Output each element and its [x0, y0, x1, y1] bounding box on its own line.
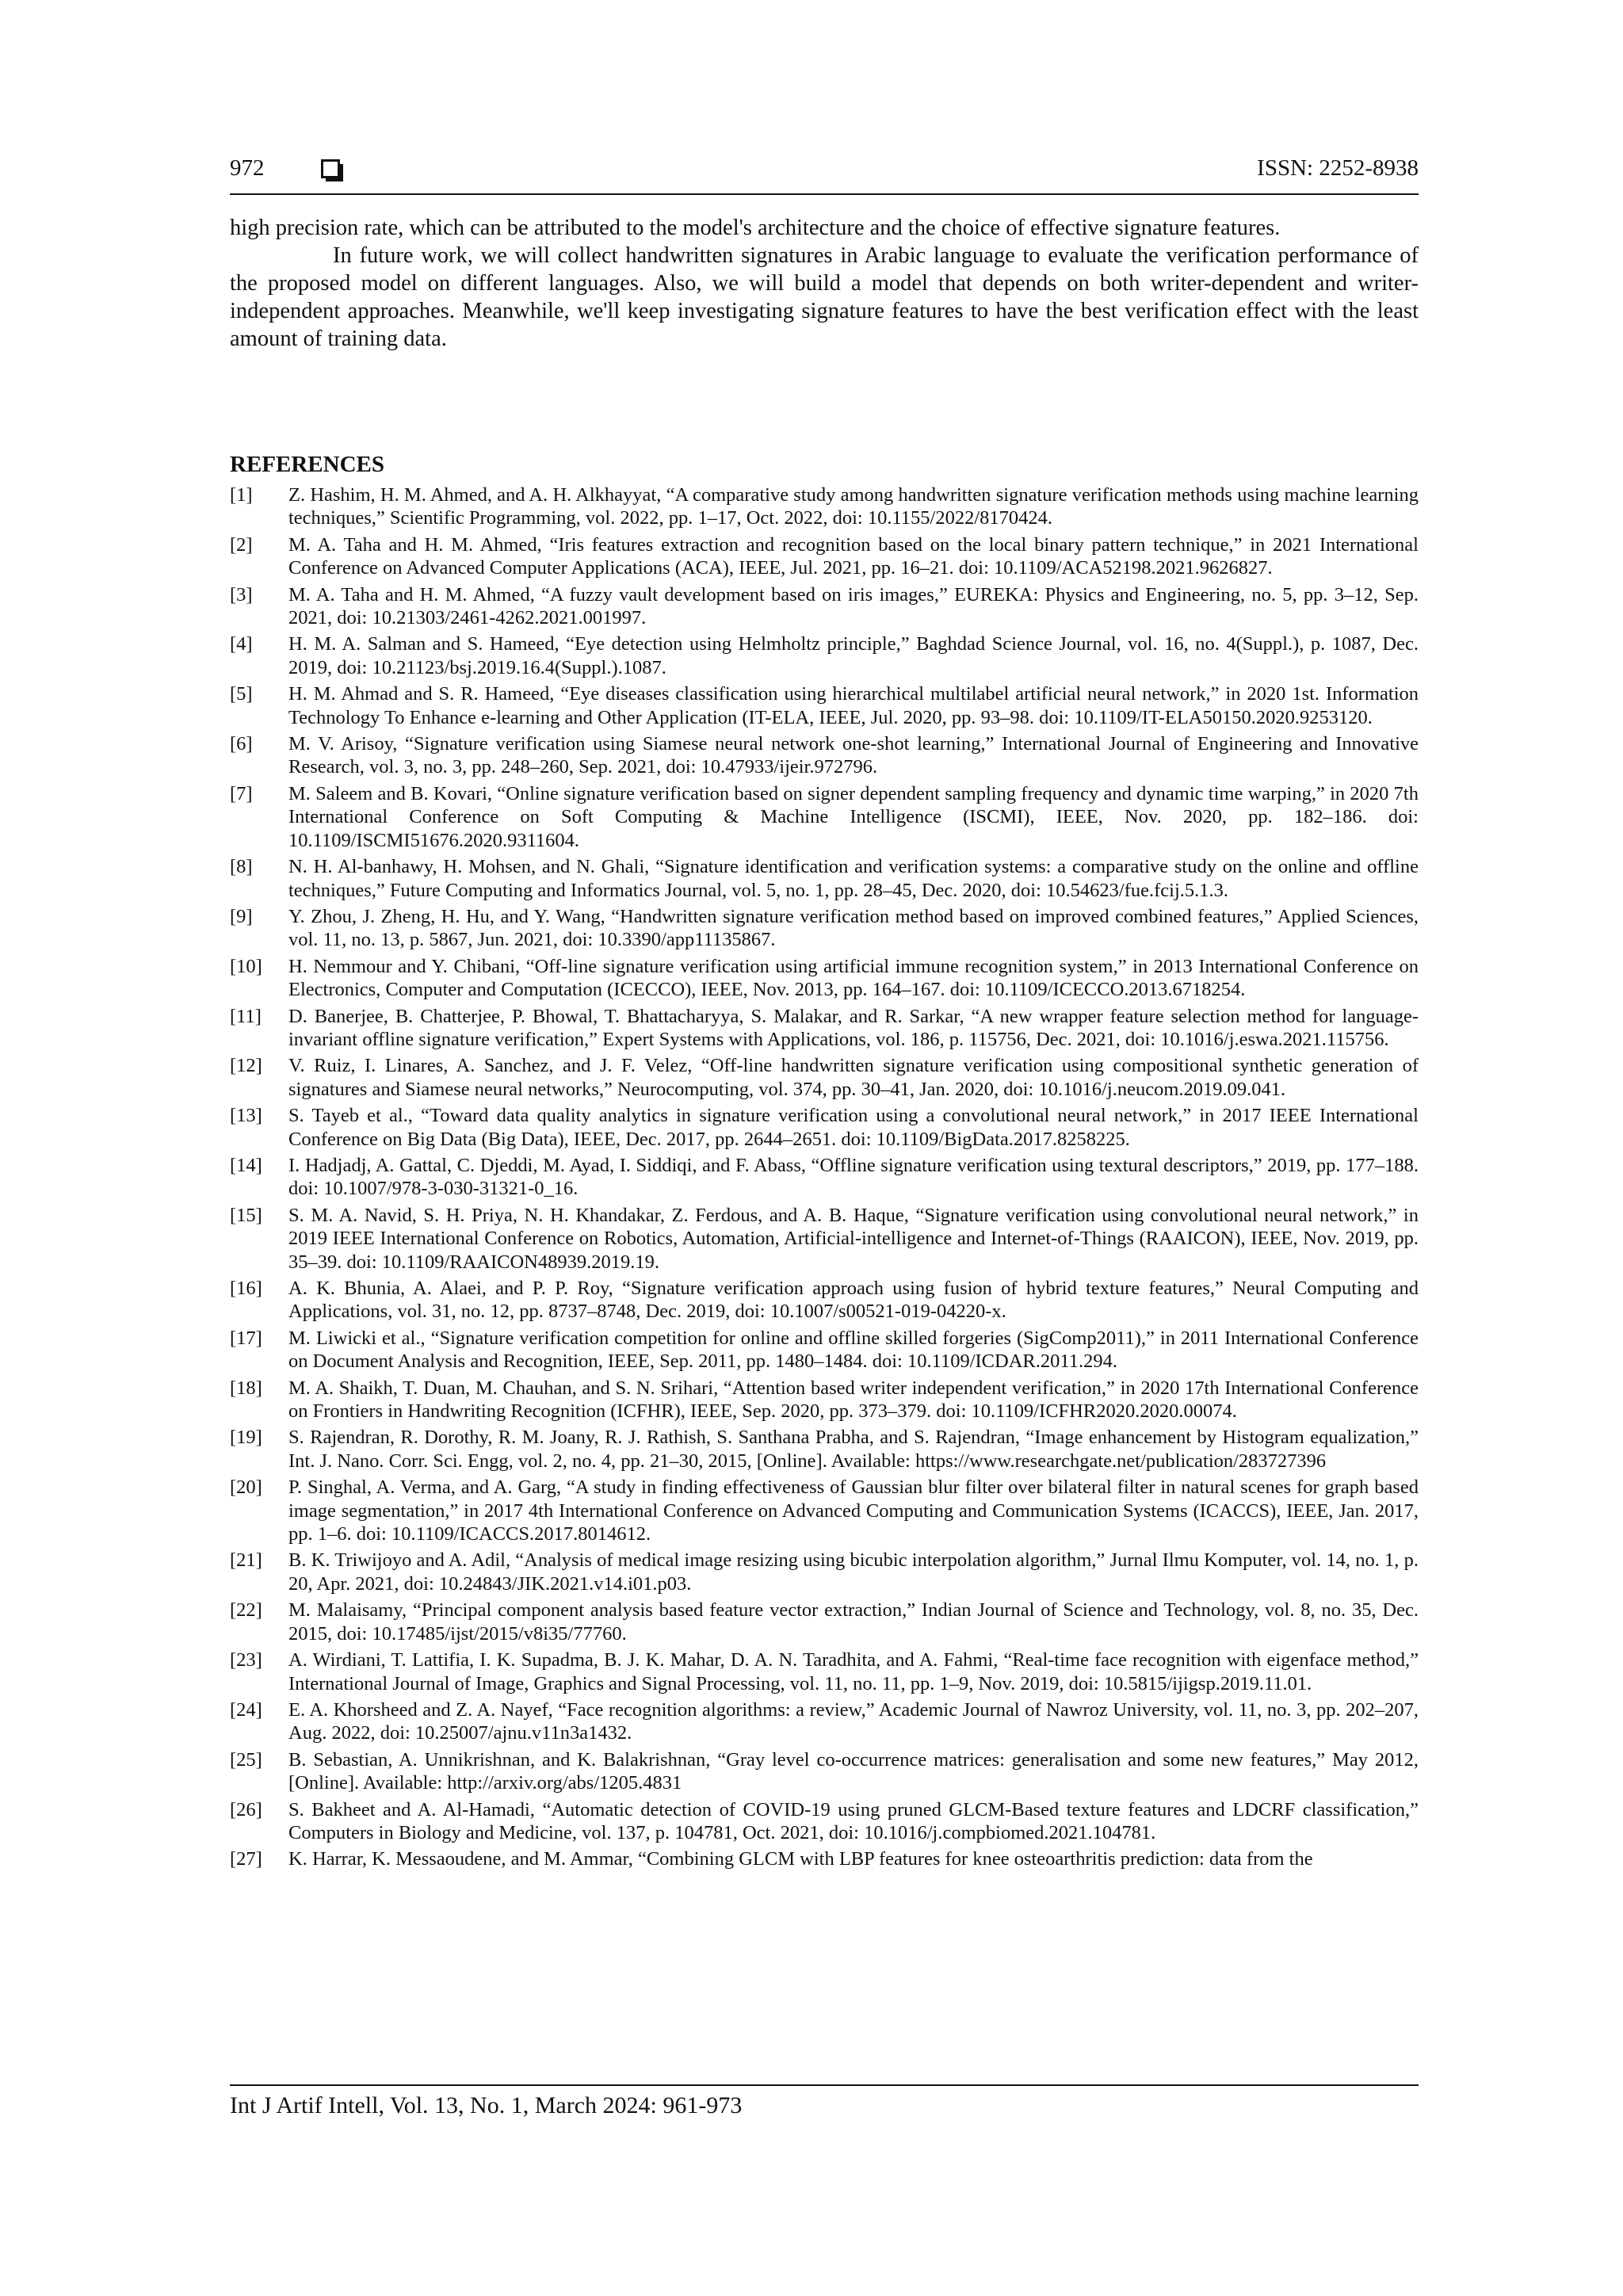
reference-text: M. A. Taha and H. M. Ahmed, “A fuzzy vault development based on iris images,” EUREKA: Physics and Engineering, no. 5, pp. 3–12, Sep. 2021, doi: 10.21303/2461-4262.2021.001997.	[288, 583, 1419, 629]
reference-number: [5]	[230, 683, 253, 705]
reference-text: I. Hadjadj, A. Gattal, C. Djeddi, M. Ayad, I. Siddiqi, and F. Abass, “Offline signature verification using textural descriptors,” 2019, pp. 177–188. doi: 10.1007/978-3-030-31321-0_16.	[288, 1154, 1419, 1200]
reference-number: [7]	[230, 782, 253, 804]
reference-number: [8]	[230, 856, 253, 878]
reference-item	[230, 1748, 1419, 1795]
reference-number: [26]	[230, 1798, 262, 1820]
reference-text: Z. Hashim, H. M. Ahmed, and A. H. Alkhayyat, “A comparative study among handwritten signature verification methods using machine learning techniques,” Scientific Programming, vol. 2022, pp. 1–17, Oct. 2022, doi: 10.1155/2022/8170424.	[288, 484, 1419, 529]
reference-item	[230, 1476, 1419, 1545]
reference-item	[230, 1798, 1419, 1845]
page-number: 972	[230, 155, 265, 181]
reference-item	[230, 1377, 1419, 1423]
reference-number: [20]	[230, 1477, 262, 1499]
reference-item	[230, 732, 1419, 779]
references-list	[230, 483, 1419, 1874]
reference-item	[230, 1327, 1419, 1373]
reference-number: [16]	[230, 1278, 262, 1299]
reference-number: [19]	[230, 1427, 262, 1449]
checkbox-square-icon	[321, 159, 340, 178]
reference-item	[230, 1599, 1419, 1645]
body-text	[230, 214, 1419, 353]
reference-item	[230, 533, 1419, 580]
reference-text: M. Saleem and B. Kovari, “Online signature verification based on signer dependent sampling frequency and dynamic time warping,” in 2020 7th International Conference on Soft Computing & Machine Intelligence (ISCMI), IEEE, Nov. 2020, pp. 182–186. doi: 10.1109/ISCMI51676.2020.9311604.	[288, 782, 1419, 851]
reference-text: P. Singhal, A. Verma, and A. Garg, “A study in finding effectiveness of Gaussian blur filter over bilateral filter in natural scenes for graph based image segmentation,” in 2017 4th International Conference on Advanced Computing and Communication Systems (ICACCS), IEEE, Jan. 2017, pp. 1–6. doi: 10.1109/ICACCS.2017.8014612.	[288, 1477, 1419, 1545]
reference-item	[230, 1204, 1419, 1274]
reference-item	[230, 1005, 1419, 1052]
reference-number: [3]	[230, 583, 253, 606]
reference-item	[230, 1549, 1419, 1595]
references-heading: REFERENCES	[230, 452, 384, 477]
reference-item	[230, 1277, 1419, 1324]
reference-item	[230, 1847, 1419, 1870]
reference-text: M. A. Taha and H. M. Ahmed, “Iris features extraction and recognition based on the local binary pattern technique,” in 2021 International Conference on Advanced Computer Applications (ACA), IEEE, Jul. 2021, pp. 16–21. doi: 10.1109/ACA52198.2021.9626827.	[288, 533, 1419, 579]
reference-text: S. Tayeb et al., “Toward data quality analytics in signature verification using a convolutional neural network,” in 2017 IEEE International Conference on Big Data (Big Data), IEEE, Dec. 2017, pp. 2644–2651. doi: 10.1109/BigData.2017.8258225.	[288, 1105, 1419, 1150]
reference-text: E. A. Khorsheed and Z. A. Nayef, “Face recognition algorithms: a review,” Academic Journal of Nawroz University, vol. 11, no. 3, pp. 202–207, Aug. 2022, doi: 10.25007/ajnu.v11n3a1432.	[288, 1698, 1419, 1744]
reference-item	[230, 1426, 1419, 1473]
reference-number: [17]	[230, 1327, 262, 1349]
reference-number: [13]	[230, 1105, 262, 1127]
reference-text: A. Wirdiani, T. Lattifia, I. K. Supadma, B. J. K. Mahar, D. A. N. Taradhita, and A. Fahmi, “Real-time face recognition with eigenface method,” International Journal of Image, Graphics and Signal Processing, vol. 11, no. 11, pp. 1–9, Nov. 2019, doi: 10.5815/ijigsp.2019.11.01.	[288, 1649, 1419, 1694]
reference-item	[230, 1154, 1419, 1201]
reference-item	[230, 855, 1419, 902]
reference-number: [9]	[230, 905, 253, 927]
reference-item	[230, 632, 1419, 679]
reference-number: [14]	[230, 1154, 262, 1176]
reference-number: [12]	[230, 1055, 262, 1077]
reference-number: [15]	[230, 1204, 262, 1226]
reference-text: S. Bakheet and A. Al-Hamadi, “Automatic detection of COVID-19 using pruned GLCM-Based texture features and LDCRF classification,” Computers in Biology and Medicine, vol. 137, p. 104781, Oct. 2021, doi: 10.1016/j.compbiomed.2021.104781.	[288, 1798, 1419, 1843]
reference-text: H. Nemmour and Y. Chibani, “Off-line signature verification using artificial immune recognition system,” in 2013 International Conference on Electronics, Computer and Computation (ICECCO), IEEE, Nov. 2013, pp. 164–167. doi: 10.1109/ICECCO.2013.6718254.	[288, 955, 1419, 1001]
reference-text: S. M. A. Navid, S. H. Priya, N. H. Khandakar, Z. Ferdous, and A. B. Haque, “Signature verification using convolutional neural network,” in 2019 IEEE International Conference on Robotics, Automation, Artificial-intelligence and Internet-of-Things (RAAICON), IEEE, Nov. 2019, pp. 35–39. doi: 10.1109/RAAICON48939.2019.19.	[288, 1204, 1419, 1273]
reference-number: [25]	[230, 1748, 262, 1771]
reference-text: B. Sebastian, A. Unnikrishnan, and K. Balakrishnan, “Gray level co-occurrence matrices: generalisation and some new features,” May 2012, [Online]. Available: http://arxiv.org/abs/1205.4831	[288, 1748, 1419, 1794]
reference-text: M. A. Shaikh, T. Duan, M. Chauhan, and S. N. Srihari, “Attention based writer independent verification,” in 2020 17th International Conference on Frontiers in Handwriting Recognition (ICFHR), IEEE, Sep. 2020, pp. 373–379. doi: 10.1109/ICFHR2020.2020.00074.	[288, 1377, 1419, 1423]
reference-number: [11]	[230, 1005, 262, 1027]
reference-item	[230, 682, 1419, 729]
reference-text: H. M. A. Salman and S. Hameed, “Eye detection using Helmholtz principle,” Baghdad Science Journal, vol. 16, no. 4(Suppl.), p. 1087, Dec. 2019, doi: 10.21123/bsj.2019.16.4(Suppl.).1087.	[288, 633, 1419, 678]
reference-item	[230, 782, 1419, 852]
issn: ISSN: 2252-8938	[1257, 155, 1419, 181]
reference-item	[230, 955, 1419, 1002]
reference-item	[230, 483, 1419, 530]
reference-number: [6]	[230, 733, 253, 755]
reference-item	[230, 1648, 1419, 1695]
reference-text: M. Liwicki et al., “Signature verification competition for online and offline skilled forgeries (SigComp2011),” in 2011 International Conference on Document Analysis and Recognition, IEEE, Sep. 2011, pp. 1480–1484. doi: 10.1109/ICDAR.2011.294.	[288, 1327, 1419, 1373]
reference-number: [4]	[230, 633, 253, 655]
reference-item	[230, 583, 1419, 630]
reference-number: [24]	[230, 1698, 262, 1721]
reference-number: [2]	[230, 533, 253, 556]
reference-text: D. Banerjee, B. Chatterjee, P. Bhowal, T. Bhattacharyya, S. Malakar, and R. Sarkar, “A new wrapper feature selection method for language-invariant offline signature verification,” Expert Systems with Applications, vol. 186, p. 115756, Dec. 2021, doi: 10.1016/j.eswa.2021.115756.	[288, 1005, 1419, 1050]
paragraph-1: high precision rate, which can be attributed to the model's architecture and the choice of effective signature features.	[230, 216, 1281, 240]
reference-item	[230, 905, 1419, 952]
reference-item	[230, 1698, 1419, 1745]
reference-number: [18]	[230, 1377, 262, 1399]
paragraph-2: In future work, we will collect handwritten signatures in Arabic language to evaluate the verification performance of the proposed model on different languages. Also, we will build a model that depends on both writer-dependent and writer-independent approaches. Meanwhile, we'll keep investigating signature features to have the best verification effect with the least amount of training data.	[230, 243, 1419, 351]
reference-text: A. K. Bhunia, A. Alaei, and P. P. Roy, “Signature verification approach using fusion of hybrid texture features,” Neural Computing and Applications, vol. 31, no. 12, pp. 8737–8748, Dec. 2019, doi: 10.1007/s00521-019-04220-x.	[288, 1278, 1419, 1323]
reference-item	[230, 1054, 1419, 1101]
reference-text: V. Ruiz, I. Linares, A. Sanchez, and J. F. Velez, “Off-line handwritten signature verification using compositional synthetic generation of signatures and Siamese neural networks,” Neurocomputing, vol. 374, pp. 30–41, Jan. 2020, doi: 10.1016/j.neucom.2019.09.041.	[288, 1055, 1419, 1100]
reference-item	[230, 1104, 1419, 1151]
reference-text: K. Harrar, K. Messaoudene, and M. Ammar, “Combining GLCM with LBP features for knee osteoarthritis prediction: data from the	[288, 1848, 1313, 1870]
reference-text: N. H. Al-banhawy, H. Mohsen, and N. Ghali, “Signature identification and verification systems: a comparative study on the online and offline techniques,” Future Computing and Informatics Journal, vol. 5, no. 1, pp. 28–45, Dec. 2020, doi: 10.54623/fue.fcij.5.1.3.	[288, 856, 1419, 901]
reference-number: [23]	[230, 1649, 262, 1671]
reference-text: M. V. Arisoy, “Signature verification using Siamese neural network one-shot learning,” International Journal of Engineering and Innovative Research, vol. 3, no. 3, pp. 248–260, Sep. 2021, doi: 10.47933/ijeir.972796.	[288, 733, 1419, 778]
page-footer	[230, 2084, 1419, 2119]
reference-text: Y. Zhou, J. Zheng, H. Hu, and Y. Wang, “Handwritten signature verification method based on improved combined features,” Applied Sciences, vol. 11, no. 13, p. 5867, Jun. 2021, doi: 10.3390/app11135867.	[288, 905, 1419, 951]
reference-number: [27]	[230, 1848, 262, 1870]
footer-citation: Int J Artif Intell, Vol. 13, No. 1, March 2024: 961-973	[230, 2092, 743, 2118]
reference-number: [21]	[230, 1549, 262, 1572]
reference-text: S. Rajendran, R. Dorothy, R. M. Joany, R. J. Rathish, S. Santhana Prabha, and S. Rajendran, “Image enhancement by Histogram equalization,” Int. J. Nano. Corr. Sci. Engg, vol. 2, no. 4, pp. 21–30, 2015, [Online]. Available: https://www.researchgate.net/publication/283727396	[288, 1427, 1419, 1472]
page-header	[230, 155, 1419, 195]
reference-number: [10]	[230, 955, 262, 977]
reference-text: H. M. Ahmad and S. R. Hameed, “Eye diseases classification using hierarchical multilabel artificial neural network,” in 2020 1st. Information Technology To Enhance e-learning and Other Application (IT-ELA, IEEE, Jul. 2020, pp. 93–98. doi: 10.1109/IT-ELA50150.2020.9253120.	[288, 683, 1419, 728]
reference-text: B. K. Triwijoyo and A. Adil, “Analysis of medical image resizing using bicubic interpolation algorithm,” Jurnal Ilmu Komputer, vol. 14, no. 1, p. 20, Apr. 2021, doi: 10.24843/JIK.2021.v14.i01.p03.	[288, 1549, 1419, 1595]
reference-number: [1]	[230, 484, 253, 506]
reference-number: [22]	[230, 1599, 262, 1622]
reference-text: M. Malaisamy, “Principal component analysis based feature vector extraction,” Indian Journal of Science and Technology, vol. 8, no. 35, Dec. 2015, doi: 10.17485/ijst/2015/v8i35/77760.	[288, 1599, 1419, 1645]
